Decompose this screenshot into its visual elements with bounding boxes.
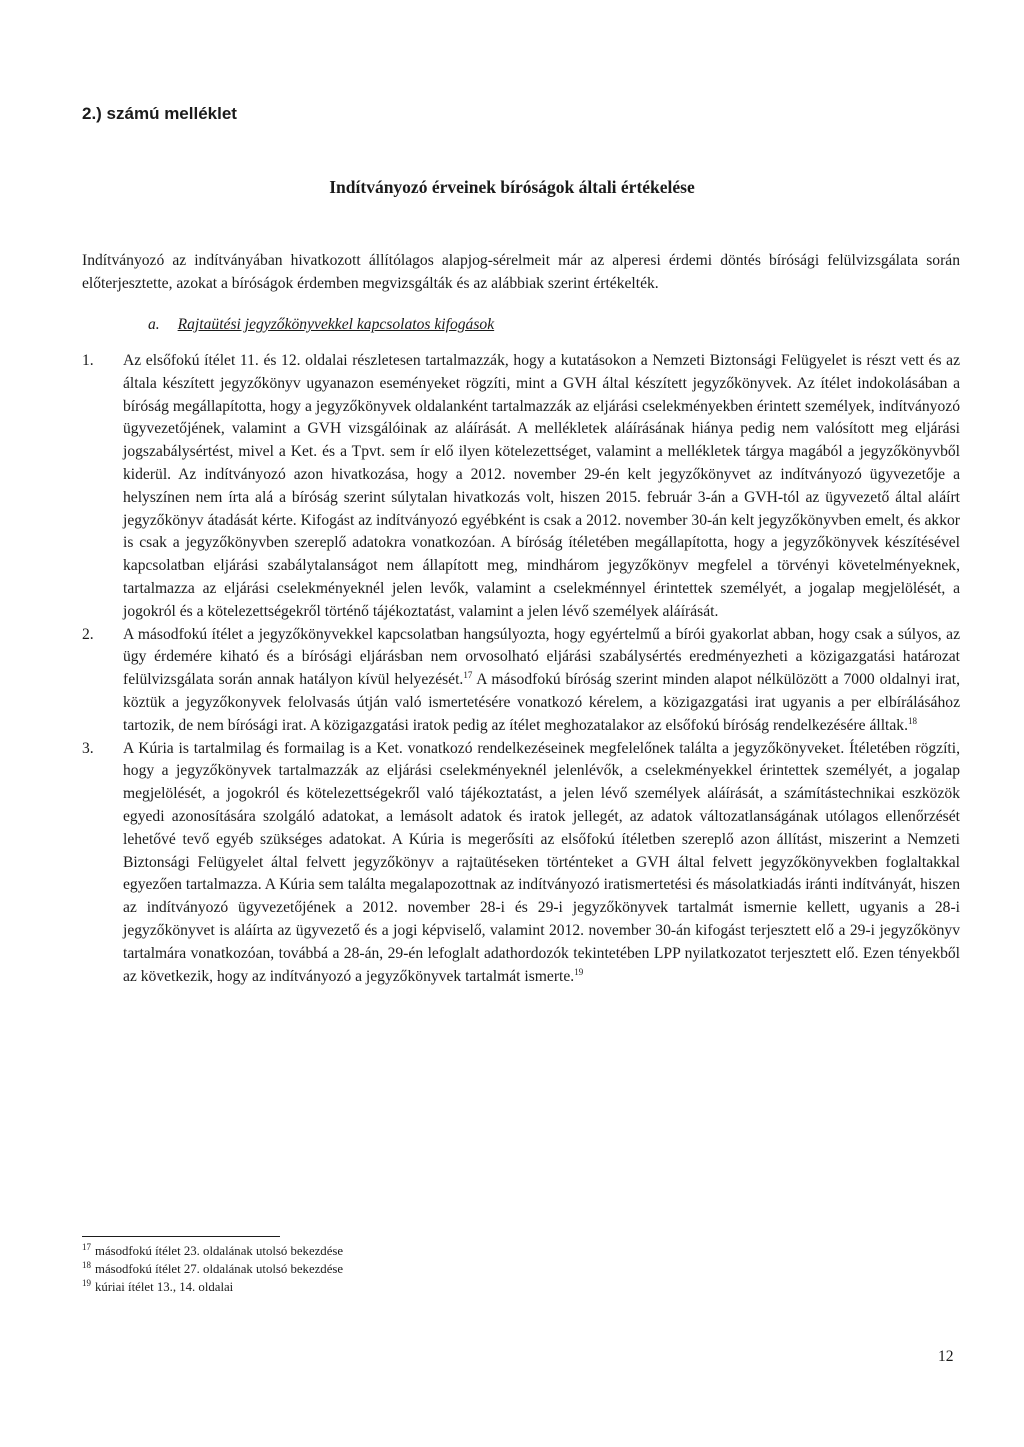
- footnote: [82, 1260, 343, 1278]
- section-marker: a.: [148, 316, 160, 333]
- footnote-number: 18: [82, 1259, 91, 1270]
- numbered-list: [82, 340, 960, 988]
- footnote: [82, 1242, 343, 1260]
- annex-title: 2.) számú melléklet: [82, 104, 237, 123]
- footnote-reference[interactable]: 19: [574, 966, 584, 977]
- page-title: Indítványozó érveinek bíróságok általi értékelése: [329, 177, 695, 197]
- list-item-number: 1.: [82, 352, 94, 369]
- footnote: [82, 1278, 343, 1296]
- list-item: [82, 738, 960, 989]
- section-heading-text: Rajtaütési jegyzőkönyvekkel kapcsolatos kifogások: [177, 316, 495, 333]
- list-item-body-continued: A másodfokú bíróság szerint minden alapot nélkülözött a 7000 oldalnyi irat, köztük a jegyzőkonyvek felolvasás útján való ismertetésére vonatkozó kérelem, a közigazgatási irat ugyanis a per elbírálásához tartozik, de nem bírósági irat. A közigazgatási iratok pedig az ítélet meghozatalakor az elsőfokú bíróság rendelkezésére álltak.: [123, 671, 960, 734]
- list-item-body: A másodfokú ítélet a jegyzőkönyvekkel kapcsolatban hangsúlyozta, hogy egyértelmű a bírói gyakorlat abban, hogy csak a súlyos, az ügy érdemére kiható és a bírósági eljárásban nem orvosolható eljárási szabálysértés eredményezheti a közigazgatási határozat felülvizsgálata során annak hatályon kívül helyezését.: [123, 625, 960, 689]
- list-item-number: 2.: [82, 625, 94, 643]
- list-item-text: [123, 350, 960, 624]
- footnote-reference[interactable]: 17: [463, 669, 473, 680]
- intro-paragraph: Indítványozó az indítványában hivatkozott állítólagos alapjog-sérelmeit már az alperesi érdemi döntés bírósági felülvizsgálata során előterjesztette, azokat a bíróságok érdemben megvizsgálták és az alábbiak szerint értékelték.: [82, 252, 960, 292]
- list-item-number: 3.: [82, 739, 94, 757]
- footnotes: [82, 1242, 343, 1296]
- page-number: 12: [938, 1348, 954, 1365]
- list-item-text: [123, 738, 960, 989]
- list-item: [82, 624, 960, 738]
- footnote-text: kúriai ítélet 13., 14. oldalai: [95, 1280, 234, 1294]
- list-item-text: [123, 624, 960, 738]
- list-item-body: Az elsőfokú ítélet 11. és 12. oldalai részletesen tartalmazzák, hogy a kutatásokon a Nemzeti Biztonsági Felügyelet is részt vett és az általa készített jegyzőkönyv ugyanazon eseményeket rögzíti, mint a GVH által készített jegyzőkönyvek. Az ítélet indokolásában a bíróság megállapította, hogy a jegyzőkönyvek oldalanként tartalmazzák az eljárási cselekményekben érintett személyek, indítványozó ügyvezetőjének, valamint a GVH vizsgálóinak az aláírását. A mellékletek aláírásának hiánya pedig nem valósított meg eljárási jogszabálysértést, mivel a Ket. és a Tpvt. sem ír elő ilyen kötelezettséget, valamint a mellékletek tárgya magából a jegyzőkönyvből kiderül. Az indítványozó azon hivatkozása, hogy a 2012. november 29-én kelt jegyzőkönyvet az indítványozó ügyvezetője a helyszínen nem írta alá a bíróság szerint súlytalan hivatkozás volt, hiszen 2015. február 3-án a GVH-tól az ügyvezető által aláírt jegyzőkönyv átadását kérte. Kifogást az indítványozó egyébként is csak a 2012. november 30-án kelt jegyzőkönyvben emelt, és akkor is csak a jegyzőkönyvben szereplő adatokra vonatkozóan. A bíróság ítéletében megállapította, hogy a jegyzőkönyvek készítésével kapcsolatban eljárási szabálytalanságot nem állapított meg, mindhárom jegyzőkönyv megfelel a törvényi követelményeknek, tartalmazza az eljárási cselekményeknél jelen levők, valamint a cselekménnyel érintettek személyét, a jogalap megjelölését, a jogokról és a kötelezettségekről történő tájékoztatást, valamint a jelen lévő személyek aláírását.: [123, 352, 960, 620]
- footnote-reference[interactable]: 18: [908, 715, 918, 726]
- list-item: [82, 350, 960, 624]
- footnote-number: 17: [82, 1241, 91, 1252]
- footnote-text: másodfokú ítélet 23. oldalának utolsó bekezdése: [95, 1244, 344, 1258]
- section-heading: [148, 316, 494, 334]
- footnote-number: 19: [82, 1277, 91, 1288]
- footnote-divider: [82, 1236, 280, 1237]
- footnote-text: másodfokú ítélet 27. oldalának utolsó bekezdése: [95, 1262, 344, 1276]
- list-item-body: A Kúria is tartalmilag és formailag is a Ket. vonatkozó rendelkezéseinek megfelelőnek találta a jegyzőkönyveket. Ítéletében rögzíti, hogy a jegyzőkönyvek tartalmazzák az eljárási cselekményeknél jelenlévők, a cselekményekkel érintettek személyét, a jogalap megjelölését, a jogokról és kötelezettségekről való tájékoztatást, a jelen lévő személyek aláírását, a számítástechnikai eszközök egyedi azonosítására szolgáló adatokat, a lemásolt adatok és iratok jellegét, az adatok változatlanságának utólagos ellenőrzését lehetővé tevő egyéb szükséges adatokat. A Kúria is megerősíti az elsőfokú ítéletben szereplő azon állítást, miszerint a Nemzeti Biztonsági Felügyelet által felvett jegyzőkönyv a rajtaütéseken történteket a GVH által felvett jegyzőkönyvekben foglaltakkal egyezően tartalmazza. A Kúria sem találta megalapozottnak az indítványozó iratismertetési és másolatkiadás iránti indítványát, hiszen az indítványozó ügyvezetőjének a 2012. november 28-i és 29-i jegyzőkönyvek tartalmát ismernie kellett, ugyanis a 28-i jegyzőkönyvet is aláírta az ügyvezető és a jogi képviselő, valamint 2012. november 30-án kifogást terjesztett elő a 29-i jegyzőkönyv tartalmára vonatkozóan, továbbá a 28-án, 29-én lefoglalt adathordozók tekintetében LPP nyilatkozatot terjesztett elő. Ezen tényekből az következik, hogy az indítványozó a jegyzőkönyvek tartalmát ismerte.: [123, 739, 960, 985]
